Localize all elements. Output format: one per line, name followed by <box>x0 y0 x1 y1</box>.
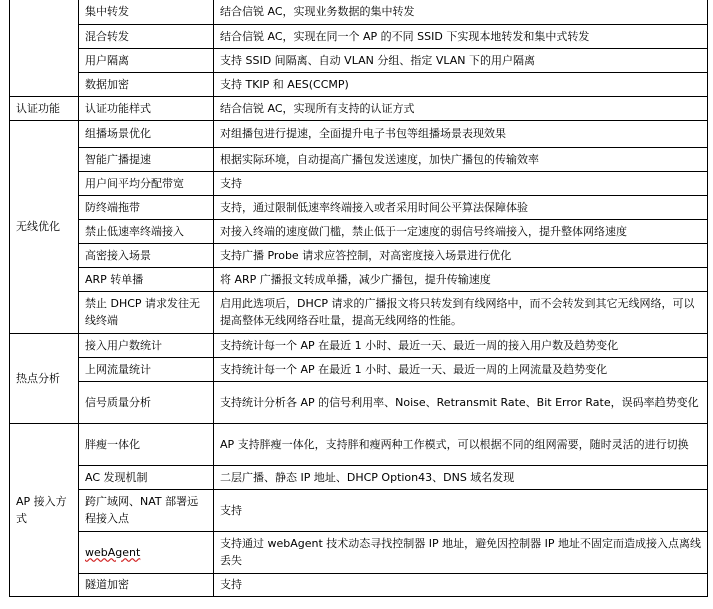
feature-cell: 禁止 DHCP 请求发往无线终端 <box>79 291 214 333</box>
feature-cell: ARP 转单播 <box>79 267 214 291</box>
description-cell: 结合信锐 AC，实现在同一个 AP 的不同 SSID 下实现本地转发和集中式转发 <box>214 24 708 48</box>
category-hotspot: 热点分析 <box>10 333 79 423</box>
description-cell: 结合信锐 AC，实现所有支持的认证方式 <box>214 96 708 120</box>
feature-cell: 接入用户数统计 <box>79 333 214 357</box>
description-cell: 支持 <box>214 573 708 596</box>
description-cell: 支持统计分析各 AP 的信号利用率、Noise、Retransmit Rate、Bit Error Rate，误码率趋势变化 <box>214 381 708 423</box>
description-cell: 对接入终端的速度做门槛，禁止低于一定速度的弱信号终端接入，提升整体网络速度 <box>214 219 708 243</box>
description-cell: 支持通过 webAgent 技术动态寻找控制器 IP 地址，避免因控制器 IP 地址不固定而造成接入点离线丢失 <box>214 531 708 573</box>
feature-cell: 跨广域网、NAT 部署远程接入点 <box>79 489 214 531</box>
description-cell: 将 ARP 广播报文转成单播，减少广播包，提升传输速度 <box>214 267 708 291</box>
feature-cell: 信号质量分析 <box>79 381 214 423</box>
description-cell: 支持 <box>214 489 708 531</box>
feature-cell: 认证功能样式 <box>79 96 214 120</box>
description-cell: 支持 SSID 间隔离、自动 VLAN 分组、指定 VLAN 下的用户隔离 <box>214 48 708 72</box>
feature-cell: 胖瘦一体化 <box>79 423 214 465</box>
category-wireless: 无线优化 <box>10 120 79 333</box>
category-cell-continued <box>10 0 79 96</box>
feature-cell: 禁止低速率终端接入 <box>79 219 214 243</box>
feature-cell: 高密接入场景 <box>79 243 214 267</box>
description-cell: 二层广播、静态 IP 地址、DHCP Option43、DNS 域名发现 <box>214 465 708 489</box>
feature-cell: 数据加密 <box>79 72 214 96</box>
description-cell: 支持 TKIP 和 AES(CCMP) <box>214 72 708 96</box>
category-auth: 认证功能 <box>10 96 79 120</box>
feature-cell: 上网流量统计 <box>79 357 214 381</box>
description-cell: 支持，通过限制低速率终端接入或者采用时间公平算法保障体验 <box>214 195 708 219</box>
description-cell: 支持统计每一个 AP 在最近 1 小时、最近一天、最近一周的上网流量及趋势变化 <box>214 357 708 381</box>
description-cell: 启用此选项后，DHCP 请求的广播报文将只转发到有线网络中，而不会转发到其它无线网络，可以提高整体无线网络吞吐量，提高无线网络的性能。 <box>214 291 708 333</box>
description-cell: 结合信锐 AC，实现业务数据的集中转发 <box>214 0 708 24</box>
description-cell: AP 支持胖瘦一体化，支持胖和瘦两种工作模式，可以根据不同的组网需要，随时灵活的进行切换 <box>214 423 708 465</box>
feature-cell <box>79 531 214 573</box>
feature-cell: 混合转发 <box>79 24 214 48</box>
feature-cell: 智能广播提速 <box>79 147 214 171</box>
feature-cell: 集中转发 <box>79 0 214 24</box>
feature-cell: 组播场景优化 <box>79 120 214 147</box>
description-cell: 根据实际环境，自动提高广播包发送速度，加快广播包的传输效率 <box>214 147 708 171</box>
feature-table <box>9 0 708 597</box>
feature-cell: 防终端拖带 <box>79 195 214 219</box>
description-cell: 支持 <box>214 171 708 195</box>
feature-cell: AC 发现机制 <box>79 465 214 489</box>
category-access: AP 接入方式 <box>10 423 79 596</box>
feature-cell: 用户隔离 <box>79 48 214 72</box>
description-cell: 对组播包进行提速，全面提升电子书包等组播场景表现效果 <box>214 120 708 147</box>
description-cell: 支持统计每一个 AP 在最近 1 小时、最近一天、最近一周的接入用户数及趋势变化 <box>214 333 708 357</box>
feature-cell: 隧道加密 <box>79 573 214 596</box>
description-cell: 支持广播 Probe 请求应答控制，对高密度接入场景进行优化 <box>214 243 708 267</box>
webagent-label: webAgent <box>85 545 141 559</box>
feature-cell: 用户间平均分配带宽 <box>79 171 214 195</box>
